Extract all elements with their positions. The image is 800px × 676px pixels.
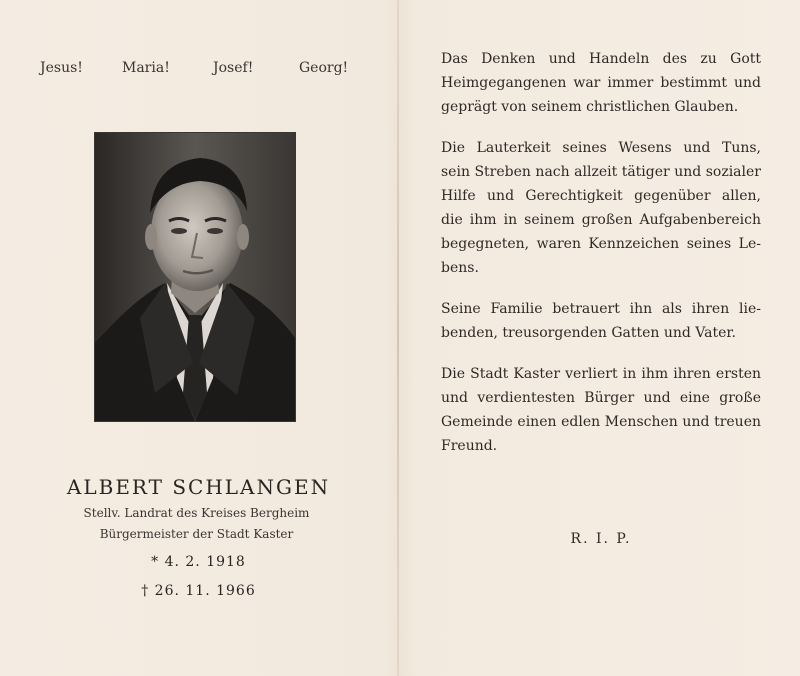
paragraph-family bbox=[441, 297, 761, 345]
closing-rip: R. I. P. bbox=[570, 531, 632, 547]
title-buergermeister: Bürgermeister der Stadt Kaster bbox=[99, 527, 294, 541]
paragraph-character bbox=[441, 136, 761, 280]
text-line: geprägt von seinem christlichen Glauben. bbox=[441, 99, 739, 115]
text-line: Das Denken und Handeln des zu Gott bbox=[441, 51, 761, 67]
text-line: begegneten, waren Kennzeichen seines Le- bbox=[441, 236, 761, 252]
title-landrat: Stellv. Landrat des Kreises Bergheim bbox=[83, 506, 310, 520]
text-line: die ihm in seinem großen Aufgabenbereich bbox=[441, 212, 761, 228]
text-line: Freund. bbox=[441, 438, 498, 454]
text-line: Gemeinde einen edlen Menschen und treuen bbox=[441, 414, 761, 430]
invocation-georg: Georg! bbox=[299, 60, 349, 76]
text-line: benden, treusorgenden Gatten und Vater. bbox=[441, 325, 736, 341]
text-line: Die Lauterkeit seines Wesens und Tuns, bbox=[441, 140, 761, 156]
invocation-maria: Maria! bbox=[122, 60, 170, 76]
text-line: Heimgegangenen war immer bestimmt und bbox=[441, 75, 761, 91]
death-date: † 26. 11. 1966 bbox=[141, 583, 256, 599]
text-line: Hilfe und Gerechtigkeit gegenüber allen, bbox=[441, 188, 761, 204]
text-line: sein Streben nach allzeit tätiger und sozialer bbox=[441, 164, 761, 180]
portrait-illustration bbox=[95, 133, 295, 421]
text-line: bens. bbox=[441, 260, 479, 276]
text-line: und verdientesten Bürger und eine große bbox=[441, 390, 761, 406]
invocation-josef: Josef! bbox=[213, 60, 254, 76]
card-fold bbox=[397, 0, 399, 676]
portrait-photo bbox=[95, 133, 295, 421]
deceased-name: ALBERT SCHLANGEN bbox=[66, 475, 331, 499]
text-line: Seine Familie betrauert ihn als ihren lie- bbox=[441, 301, 761, 317]
invocation-jesus: Jesus! bbox=[40, 60, 83, 76]
paragraph-faith bbox=[441, 47, 761, 119]
eulogy-text bbox=[441, 47, 761, 475]
text-line: Die Stadt Kaster verliert in ihm ihren ersten bbox=[441, 366, 761, 382]
paragraph-town bbox=[441, 362, 761, 458]
birth-date: * 4. 2. 1918 bbox=[151, 554, 246, 570]
